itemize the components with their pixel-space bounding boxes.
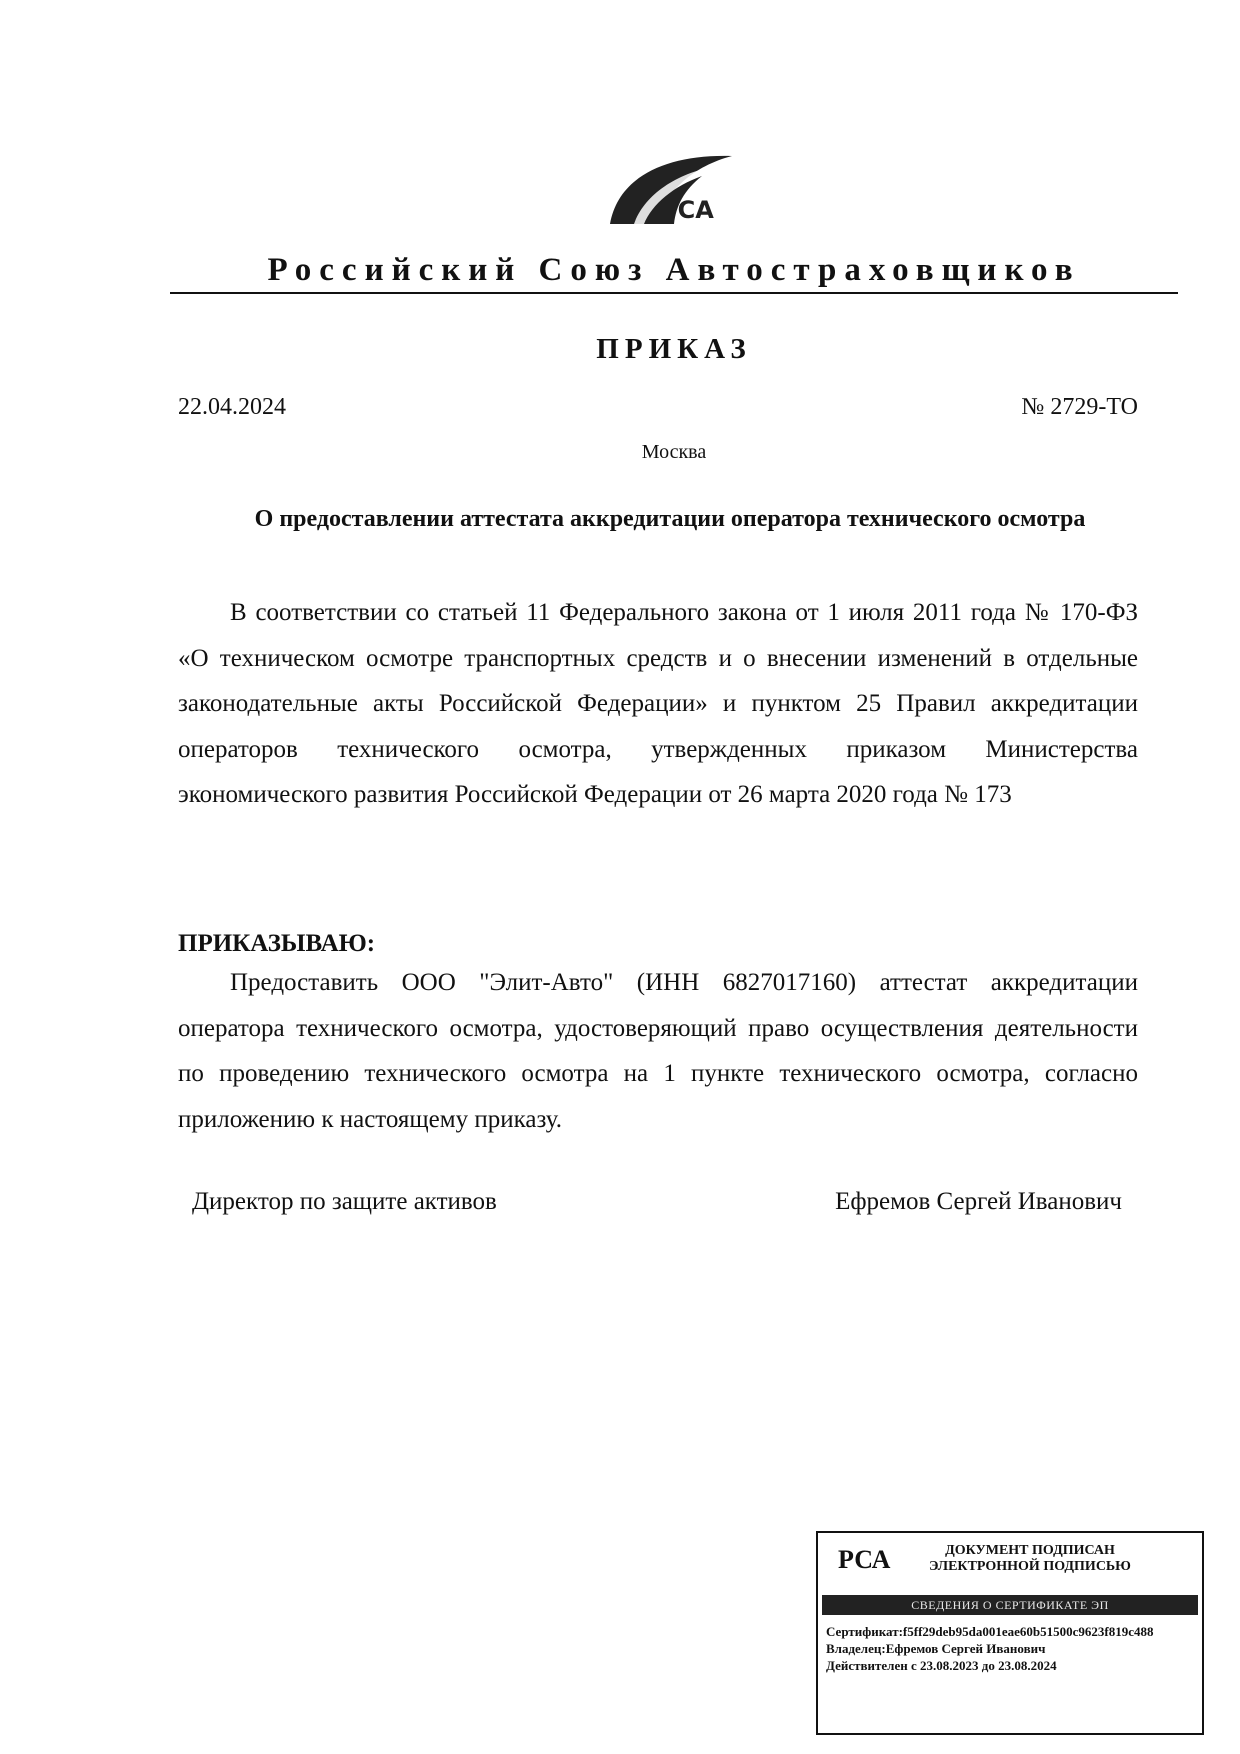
stamp-certificate: Сертификат:f5ff29deb95da001eae60b51500c9623f819c488 [826,1624,1154,1639]
electronic-signature-stamp [816,1531,1204,1735]
document-type: ПРИКАЗ [596,333,752,365]
preamble-paragraph: В соответствии со статьей 11 Федерального закона от 1 июля 2011 года № 170-ФЗ «О техническом осмотре транспортных средств и о внесении изменений в отдельные законодательные акты Российской Федерации» и пунктом 25 Правил аккредитации операторов технического осмотра, утвержденных приказом Министерства экономического развития Российской Федерации от 26 марта 2020 года № 173 [178,599,1138,808]
document-subject: О предоставлении аттестата аккредитации оператора технического осмотра [254,506,1086,532]
rsa-logo [604,148,744,232]
order-heading: ПРИКАЗЫВАЮ: [178,930,376,957]
stamp-validity: Действителен с 23.08.2023 до 23.08.2024 [826,1658,1057,1673]
decision-paragraph: Предоставить ООО "Элит-Авто" (ИНН 6827017160) аттестат аккредитации оператора технического осмотра, удостоверяющий право осуществления деятельности по проведению технического осмотра на 1 пункте технического осмотра, согласно приложению к настоящему приказу. [178,969,1138,1133]
svg-text:РСА: РСА [660,196,714,224]
stamp-title: ДОКУМЕНТ ПОДПИСАН ЭЛЕКТРОННОЙ ПОДПИСЬЮ [929,1543,1131,1574]
stamp-details [818,1615,1202,1674]
document-date: 22.04.2024 [178,394,286,420]
document-city: Москва [641,441,707,463]
signer-title: Директор по защите активов [192,1188,497,1215]
header-divider [170,292,1178,294]
rsa-logo-icon [604,148,744,232]
stamp-header [818,1533,1202,1595]
stamp-owner: Владелец:Ефремов Сергей Иванович [826,1641,1046,1656]
stamp-logo: РСА [838,1545,891,1574]
document-number: № 2729-ТО [1021,394,1138,420]
organization-name: Российский Союз Автостраховщиков [267,252,1081,288]
stamp-info-bar: СВЕДЕНИЯ О СЕРТИФИКАТЕ ЭП [822,1595,1198,1615]
signer-name: Ефремов Сергей Иванович [835,1188,1122,1215]
